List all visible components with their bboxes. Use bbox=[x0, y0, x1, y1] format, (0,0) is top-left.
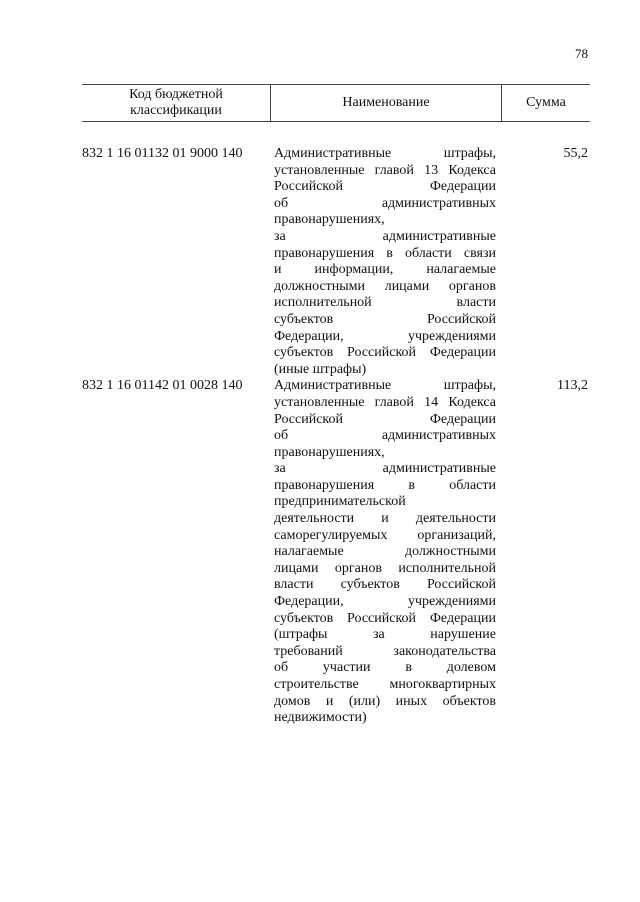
amount: 55,2 bbox=[563, 146, 588, 161]
page-number: 78 bbox=[575, 46, 588, 61]
name-line: субъектов Российской Федерации bbox=[274, 610, 496, 626]
header-code-line-2: классификации bbox=[130, 103, 222, 118]
name-line: лицами органов исполнительной bbox=[274, 560, 496, 576]
name-line: требований законодательства bbox=[274, 643, 496, 659]
name-line: Российской Федерации bbox=[274, 411, 496, 427]
row-name bbox=[270, 378, 496, 726]
table-body bbox=[82, 146, 590, 727]
table-row bbox=[82, 146, 590, 378]
name-line: за административные bbox=[274, 461, 496, 477]
name-line: правонарушения в области bbox=[274, 477, 496, 493]
table-header bbox=[82, 84, 590, 122]
name-line: Административные штрафы, bbox=[274, 146, 496, 161]
name-line: власти субъектов Российской bbox=[274, 577, 496, 593]
name-line: субъектов Российской bbox=[274, 311, 496, 327]
name-line: предпринимательской bbox=[274, 494, 406, 510]
name-line: правонарушениях, bbox=[274, 212, 385, 228]
name-line: саморегулируемых организаций, bbox=[274, 527, 496, 543]
name-line: (иные штрафы) bbox=[274, 361, 367, 377]
budget-code: 832 1 16 01142 01 0028 140 bbox=[82, 378, 243, 394]
header-name-cell: Наименование bbox=[271, 85, 502, 121]
name-line: за административные bbox=[274, 228, 496, 244]
table-row bbox=[82, 378, 590, 726]
row-name bbox=[270, 146, 496, 378]
amount: 113,2 bbox=[557, 378, 588, 394]
name-line: об участии в долевом bbox=[274, 660, 496, 676]
name-line: об административных bbox=[274, 195, 496, 211]
name-line: должностными лицами органов bbox=[274, 278, 496, 294]
name-line: правонарушениях, bbox=[274, 444, 385, 460]
name-line: и информации, налагаемые bbox=[274, 262, 496, 278]
name-line: недвижимости) bbox=[274, 710, 367, 726]
name-line: Российской Федерации bbox=[274, 179, 496, 195]
name-line: строительстве многоквартирных bbox=[274, 677, 496, 692]
name-line: об административных bbox=[274, 428, 496, 444]
name-line: субъектов Российской Федерации bbox=[274, 345, 496, 361]
name-line: исполнительной власти bbox=[274, 295, 496, 311]
name-line: Федерации, учреждениями bbox=[274, 328, 496, 344]
name-line: домов и (или) иных объектов bbox=[274, 693, 496, 709]
name-line: Федерации, учреждениями bbox=[274, 594, 496, 610]
name-line: установленные главой 13 Кодекса bbox=[274, 162, 496, 178]
header-sum-cell: Сумма bbox=[526, 95, 566, 110]
name-line: правонарушения в области связи bbox=[274, 245, 496, 261]
name-line: деятельности и деятельности bbox=[274, 511, 496, 527]
name-line: налагаемые должностными bbox=[274, 544, 496, 560]
header-code-line-1: Код бюджетной bbox=[129, 87, 223, 102]
budget-code: 832 1 16 01132 01 9000 140 bbox=[82, 146, 243, 161]
header-code-cell bbox=[82, 85, 271, 121]
name-line: Административные штрафы, bbox=[274, 378, 496, 394]
name-line: установленные главой 14 Кодекса bbox=[274, 394, 496, 410]
name-line: (штрафы за нарушение bbox=[274, 627, 496, 643]
